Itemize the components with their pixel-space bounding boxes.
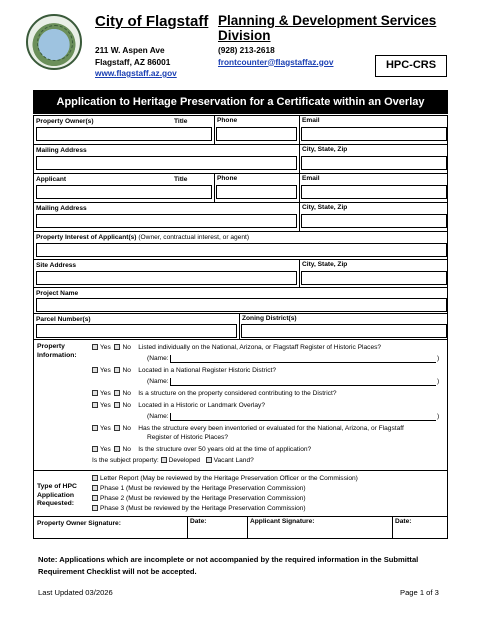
owner-signature-label: Property Owner Signature:: [37, 520, 121, 527]
q4-name-label: (Name:: [147, 413, 169, 420]
q2-name-input[interactable]: [170, 378, 436, 386]
site-address-input[interactable]: [36, 271, 297, 285]
owner-mailing-input[interactable]: [36, 156, 297, 170]
hpc-option-phase1: Phase 1 (Must be reviewed by the Heritage Preservation Commission): [92, 485, 306, 494]
applicant-phone-input[interactable]: [216, 185, 297, 199]
applicant-mailing-row: [34, 203, 447, 232]
property-interest-hint: (Owner, contractual interest, or agent): [138, 234, 250, 241]
property-interest-label: Property Interest of Applicant(s) (Owner, contractual interest, or agent): [36, 234, 250, 241]
page-number: Page 1 of 3: [400, 588, 439, 597]
owner-mailing-label: Mailing Address: [36, 147, 87, 154]
q2-row: Yes No Located in a National Register Historic District?: [92, 367, 276, 376]
last-updated: Last Updated 03/2026: [38, 588, 113, 597]
applicant-name-input[interactable]: [36, 185, 212, 199]
hpc-option-letter: Letter Report (May be reviewed by the Heritage Preservation Officer or the Commission): [92, 475, 358, 484]
q3-text: Is a structure on the property considered contributing to the District?: [138, 390, 337, 397]
q6-row: Yes No Is the structure over 50 years old at the time of application?: [92, 446, 311, 455]
q5-no-checkbox[interactable]: [114, 425, 120, 431]
website-link[interactable]: www.flagstaff.az.gov: [95, 68, 177, 78]
owner-phone-label: Phone: [217, 117, 238, 124]
q4-no-checkbox[interactable]: [114, 402, 120, 408]
zoning-input[interactable]: [241, 324, 447, 338]
incomplete-application-note: Note: Applications which are incomplete or not accompanied by the required information in the Submittal Requirement Checklist will not be accepted.: [38, 555, 419, 576]
vacant-checkbox[interactable]: [206, 457, 212, 463]
phase2-checkbox[interactable]: [92, 495, 98, 501]
parcel-zoning-row: [34, 314, 447, 340]
hpc-option-phase2: Phase 2 (Must be reviewed by the Heritage Preservation Commission): [92, 495, 306, 504]
owner-city-input[interactable]: [301, 156, 447, 170]
signature-row: [33, 517, 448, 539]
city-address: [95, 45, 177, 80]
form-title-banner: Application to Heritage Preservation for a Certificate within an Overlay: [33, 90, 448, 114]
applicant-signature-label: Applicant Signature:: [250, 518, 315, 525]
q2-text: Located in a National Register Historic District?: [138, 367, 276, 374]
owner-date-cell[interactable]: [187, 517, 247, 538]
applicant-signature-cell[interactable]: [247, 517, 392, 538]
subject-property-row: [92, 457, 254, 466]
division-contact: [218, 45, 334, 68]
address-line2: Flagstaff, AZ 86001: [95, 56, 171, 67]
subject-property-label: Is the subject property:: [92, 457, 159, 464]
hpc-type-label: Type of HPC Application Requested:: [37, 483, 77, 507]
q2-name-label: (Name:: [147, 378, 169, 385]
project-name-label: Project Name: [36, 290, 79, 297]
property-info-label: Property Information:: [37, 343, 77, 359]
applicant-row: [34, 174, 447, 203]
owner-mailing-row: [34, 145, 447, 174]
q2-no-checkbox[interactable]: [114, 367, 120, 373]
applicant-title-label: Title: [174, 176, 188, 183]
site-address-label: Site Address: [36, 262, 77, 269]
developed-checkbox[interactable]: [161, 457, 167, 463]
vacant-label: Vacant Land?: [213, 457, 254, 464]
city-seal-logo: [26, 14, 82, 70]
page-header: [0, 0, 480, 88]
q3-yes-checkbox[interactable]: [92, 390, 98, 396]
phone-number: (928) 213-2618: [218, 45, 275, 55]
q5-text: Has the structure every been inventoried or evaluated for the National, Arizona, or Flagstaff: [138, 425, 404, 432]
applicant-info-grid: [33, 115, 448, 340]
applicant-date-cell[interactable]: [392, 517, 448, 538]
applicant-email-input[interactable]: [301, 185, 447, 199]
q6-yes-checkbox[interactable]: [92, 446, 98, 452]
q4-text: Located in a Historic or Landmark Overlay?: [138, 402, 266, 409]
phase1-checkbox[interactable]: [92, 485, 98, 491]
q2-close-paren: ): [437, 378, 440, 385]
owner-title-label: Title: [174, 118, 188, 125]
property-information-section: [33, 338, 448, 471]
site-city-label: City, State, Zip: [302, 261, 348, 268]
applicant-city-input[interactable]: [301, 214, 447, 228]
applicant-city-label: City, State, Zip: [302, 204, 348, 211]
q1-text: Listed individually on the National, Arizona, or Flagstaff Register of Historic Places?: [138, 344, 382, 351]
phase3-checkbox[interactable]: [92, 505, 98, 511]
owner-city-label: City, State, Zip: [302, 146, 348, 153]
division-title: Planning & Development Services Division: [218, 13, 437, 43]
project-name-row: [34, 288, 447, 314]
property-interest-input[interactable]: [36, 243, 447, 257]
applicant-label: Applicant: [36, 176, 67, 183]
parcel-label: Parcel Number(s): [36, 316, 91, 323]
applicant-email-label: Email: [302, 175, 320, 182]
q1-close-paren: ): [437, 355, 440, 362]
q4-close-paren: ): [437, 413, 440, 420]
q4-name-input[interactable]: [170, 413, 436, 421]
owner-email-input[interactable]: [301, 127, 447, 141]
developed-label: Developed: [168, 457, 201, 464]
city-title: City of Flagstaff: [95, 13, 209, 30]
q1-name-input[interactable]: [170, 355, 436, 363]
applicant-mailing-input[interactable]: [36, 214, 297, 228]
q6-no-checkbox[interactable]: [114, 446, 120, 452]
zoning-label: Zoning District(s): [242, 315, 297, 322]
q1-row: Yes No Listed individually on the National, Arizona, or Flagstaff Register of Historic Places?: [92, 344, 381, 353]
q3-no-checkbox[interactable]: [114, 390, 120, 396]
owner-name-input[interactable]: [36, 127, 212, 141]
hpc-type-section: [33, 471, 448, 517]
email-link[interactable]: frontcounter@flagstaffaz.gov: [218, 56, 334, 67]
q1-name-label: (Name:: [147, 355, 169, 362]
q1-no-checkbox[interactable]: [114, 344, 120, 350]
letter-report-checkbox[interactable]: [92, 475, 98, 481]
applicant-date-label: Date:: [395, 518, 412, 525]
q4-yes-checkbox[interactable]: [92, 402, 98, 408]
applicant-phone-label: Phone: [217, 175, 238, 182]
q4-row: Yes No Located in a Historic or Landmark Overlay?: [92, 402, 265, 411]
project-name-input[interactable]: [36, 298, 447, 312]
q1-yes-checkbox[interactable]: [92, 344, 98, 350]
owner-email-label: Email: [302, 117, 320, 124]
q5-text-cont: Register of Historic Places?: [147, 434, 228, 441]
site-city-input[interactable]: [301, 271, 447, 285]
applicant-mailing-label: Mailing Address: [36, 205, 87, 212]
owner-phone-input[interactable]: [216, 127, 297, 141]
parcel-input[interactable]: [36, 324, 237, 338]
address-line1: 211 W. Aspen Ave: [95, 45, 165, 55]
owner-date-label: Date:: [190, 518, 207, 525]
q3-row: Yes No Is a structure on the property considered contributing to the District?: [92, 390, 336, 399]
site-address-row: [34, 260, 447, 288]
q5-yes-checkbox[interactable]: [92, 425, 98, 431]
hpc-option-phase3: Phase 3 (Must be reviewed by the Heritage Preservation Commission): [92, 505, 306, 514]
form-code: HPC-CRS: [375, 55, 447, 77]
q6-text: Is the structure over 50 years old at the time of application?: [138, 446, 312, 453]
owner-label: Property Owner(s): [36, 118, 94, 125]
q5-row: Yes No Has the structure every been inventoried or evaluated for the National, Arizona, or Flagstaff: [92, 425, 404, 434]
owner-row: [34, 116, 447, 145]
property-interest-row: [34, 232, 447, 260]
q2-yes-checkbox[interactable]: [92, 367, 98, 373]
